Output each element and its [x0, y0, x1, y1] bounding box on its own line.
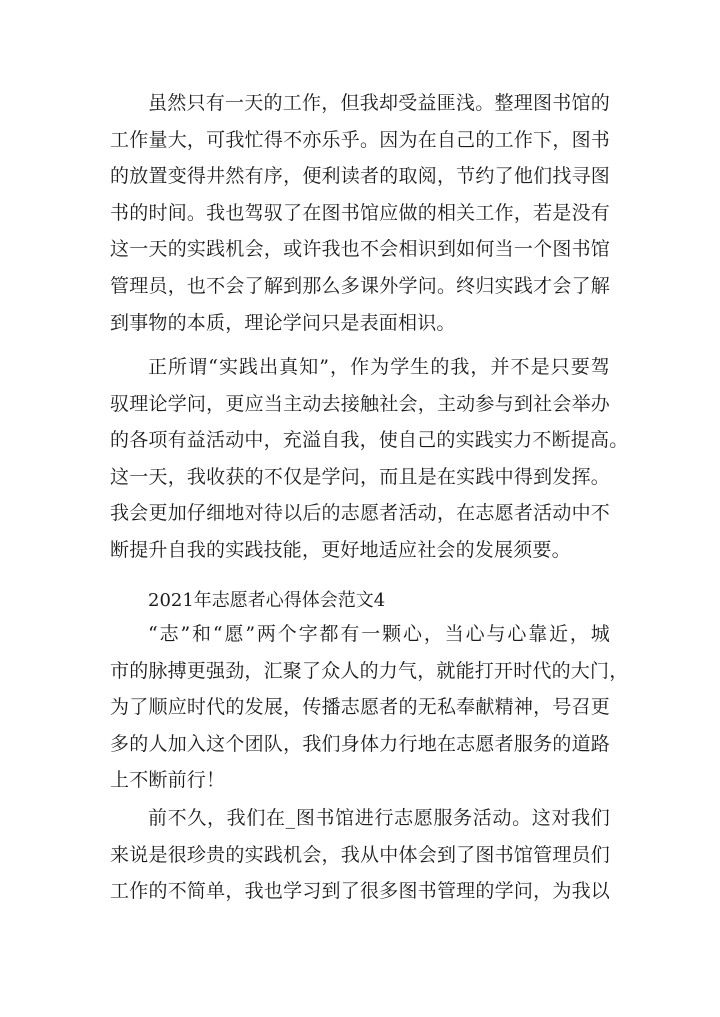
text-line: 的各项有益活动中，充溢自我，使自己的实践实力不断提高。 [110, 429, 629, 452]
text-line: 断提升自我的实践技能，更好地适应社会的发展须要。 [110, 538, 571, 561]
text-line: 多的人加入这个团队，我们身体力行地在志愿者服务的道路 [110, 732, 610, 755]
text-line: 驭理论学问，更应当主动去接触社会，主动参与到社会举办 [110, 392, 610, 415]
paragraph-4 [110, 800, 610, 910]
text-line: 来说是很珍贵的实践机会，我从中体会到了图书馆管理员们 [110, 843, 610, 866]
text-line: 这一天的实践机会，或许我也不会相识到如何当一个图书馆 [110, 238, 610, 261]
text-line: 前不久，我们在_图书馆进行志愿服务活动。这对我们 [148, 807, 610, 829]
text-line: “志”和“愿”两个字都有一颗心，当心与心靠近，城 [148, 623, 610, 645]
text-line: 工作的不简单，我也学习到了很多图书管理的学问，为我以 [110, 880, 610, 903]
text-line: 为了顺应时代的发展，传播志愿者的无私奉献精神，号召更 [110, 696, 610, 719]
paragraph-1 [110, 85, 610, 341]
paragraph-3 [110, 616, 629, 799]
text-line: 工作量大，可我忙得不亦乐乎。因为在自己的工作下，图书 [110, 128, 610, 151]
text-line: 我会更加仔细地对待以后的志愿者活动，在志愿者活动中不 [110, 502, 610, 525]
text-line: 这一天，我收获的不仅是学问，而且是在实践中得到发挥。 [110, 465, 610, 488]
text-line: 正所谓“实践出真知”，作为学生的我，并不是只要驾 [148, 356, 610, 378]
section-heading: 2021年志愿者心得体会范文4 [148, 590, 386, 611]
paragraph-2 [110, 349, 629, 569]
text-line: 到事物的本质，理论学问只是表面相识。 [110, 311, 456, 334]
text-line: 管理员，也不会了解到那么多课外学问。终归实践才会了解 [110, 274, 610, 297]
text-line: 市的脉搏更强劲，汇聚了众人的力气，就能打开时代的大门， [110, 659, 629, 682]
text-line: 的放置变得井然有序，便利读者的取阅，节约了他们找寻图 [110, 165, 610, 188]
text-line: 书的时间。我也驾驭了在图书馆应做的相关工作，若是没有 [110, 201, 610, 224]
text-line: 虽然只有一天的工作，但我却受益匪浅。整理图书馆的 [148, 92, 610, 114]
text-line: 上不断前行！ [110, 769, 226, 792]
